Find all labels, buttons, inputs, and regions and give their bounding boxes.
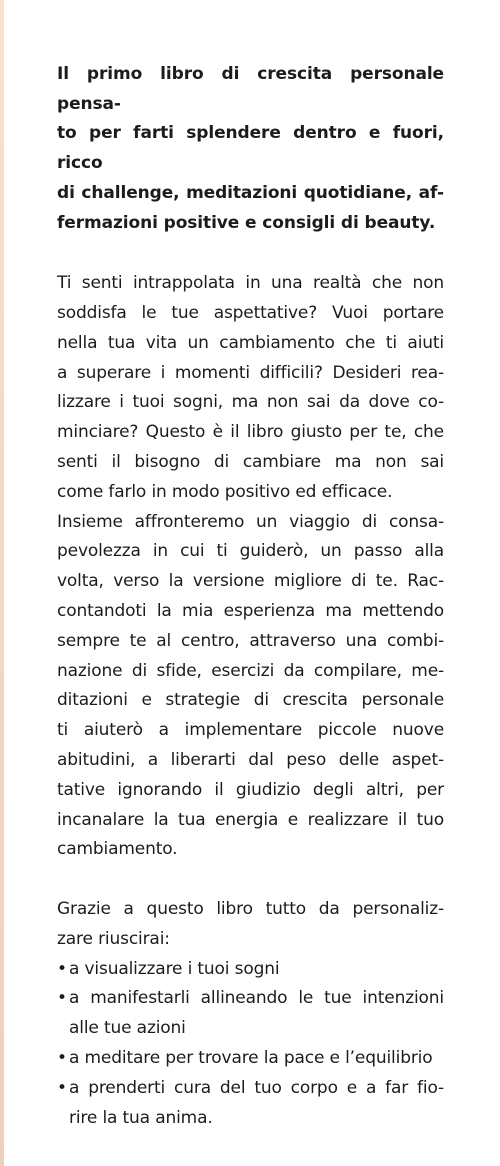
list-item-line: rire la tua anima. <box>69 1107 213 1128</box>
intro-line: to per farti splendere dentro e fuori, ricco <box>57 123 444 174</box>
benefits-list <box>57 955 444 1134</box>
paragraph-line: come farlo in modo positivo ed efficace. <box>57 481 393 502</box>
list-item <box>57 1074 444 1134</box>
paragraph-line: Ti senti intrappolata in una realtà che non <box>57 273 444 294</box>
description-paragraph <box>57 269 444 865</box>
paragraph-line: Grazie a questo libro tutto da personaliz- <box>57 898 444 919</box>
intro-blurb <box>57 60 444 238</box>
page-edge-strip <box>0 0 4 1166</box>
paragraph-gap <box>57 865 444 895</box>
list-item-line: a manifestarli allineando le tue intenzioni <box>69 988 444 1009</box>
bullet-dot: • <box>57 988 67 1009</box>
bullet-dot: • <box>57 1077 67 1098</box>
paragraph-line: soddisfa le tue aspettative? Vuoi portare <box>57 303 444 324</box>
list-item-line: a visualizzare i tuoi sogni <box>69 958 280 979</box>
paragraph-line: minciare? Questo è il libro giusto per te, che <box>57 422 444 443</box>
paragraph-line: nella tua vita un cambiamento che ti aiuti <box>57 332 444 353</box>
paragraph-line: nazione di sfide, esercizi da compilare, me- <box>57 660 444 681</box>
paragraph-line: ti aiuterò a implementare piccole nuove <box>57 720 444 741</box>
paragraph-line: senti il bisogno di cambiare ma non sai <box>57 452 444 472</box>
list-item <box>57 955 444 985</box>
paragraph-line: volta, verso la versione migliore di te. Rac- <box>57 571 444 592</box>
list-item-line: alle tue azioni <box>69 1018 186 1039</box>
paragraph-line: a superare i momenti difficili? Desideri rea- <box>57 362 444 383</box>
bullet-dot: • <box>57 958 67 979</box>
intro-line: fermazioni positive e consigli di beauty. <box>57 212 436 233</box>
paragraph-line: pevolezza in cui ti guiderò, un passo alla <box>57 541 444 562</box>
list-item <box>57 984 444 1044</box>
paragraph-line: abitudini, a liberarti dal peso delle aspet- <box>57 749 444 770</box>
paragraph-line: incanalare la tua energia e realizzare il tuo <box>57 809 444 830</box>
paragraph-line: ditazioni e strategie di crescita personale <box>57 690 444 711</box>
paragraph-line: contandoti la mia esperienza ma mettendo <box>57 600 444 621</box>
paragraph-line: zare riuscirai: <box>57 928 170 949</box>
list-item-line: a prenderti cura del tuo corpo e a far fio- <box>69 1077 444 1098</box>
paragraph-line: Insieme affronteremo un viaggio di consa- <box>57 511 444 532</box>
benefits-intro-paragraph <box>57 895 444 955</box>
paragraph-line: lizzare i tuoi sogni, ma non sai da dove co- <box>57 392 444 413</box>
bullet-dot: • <box>57 1047 67 1068</box>
paragraph-line: tative ignorando il giudizio degli altri, per <box>57 779 444 800</box>
intro-line: Il primo libro di crescita personale pensa- <box>57 64 444 114</box>
intro-line: di challenge, meditazioni quotidiane, af- <box>57 182 444 203</box>
back-cover-text <box>57 60 444 1133</box>
paragraph-line: sempre te al centro, attraverso una combi- <box>57 630 444 651</box>
list-item-line: a meditare per trovare la pace e l’equilibrio <box>69 1047 433 1068</box>
paragraph-line: cambiamento. <box>57 839 178 860</box>
list-item <box>57 1044 444 1074</box>
